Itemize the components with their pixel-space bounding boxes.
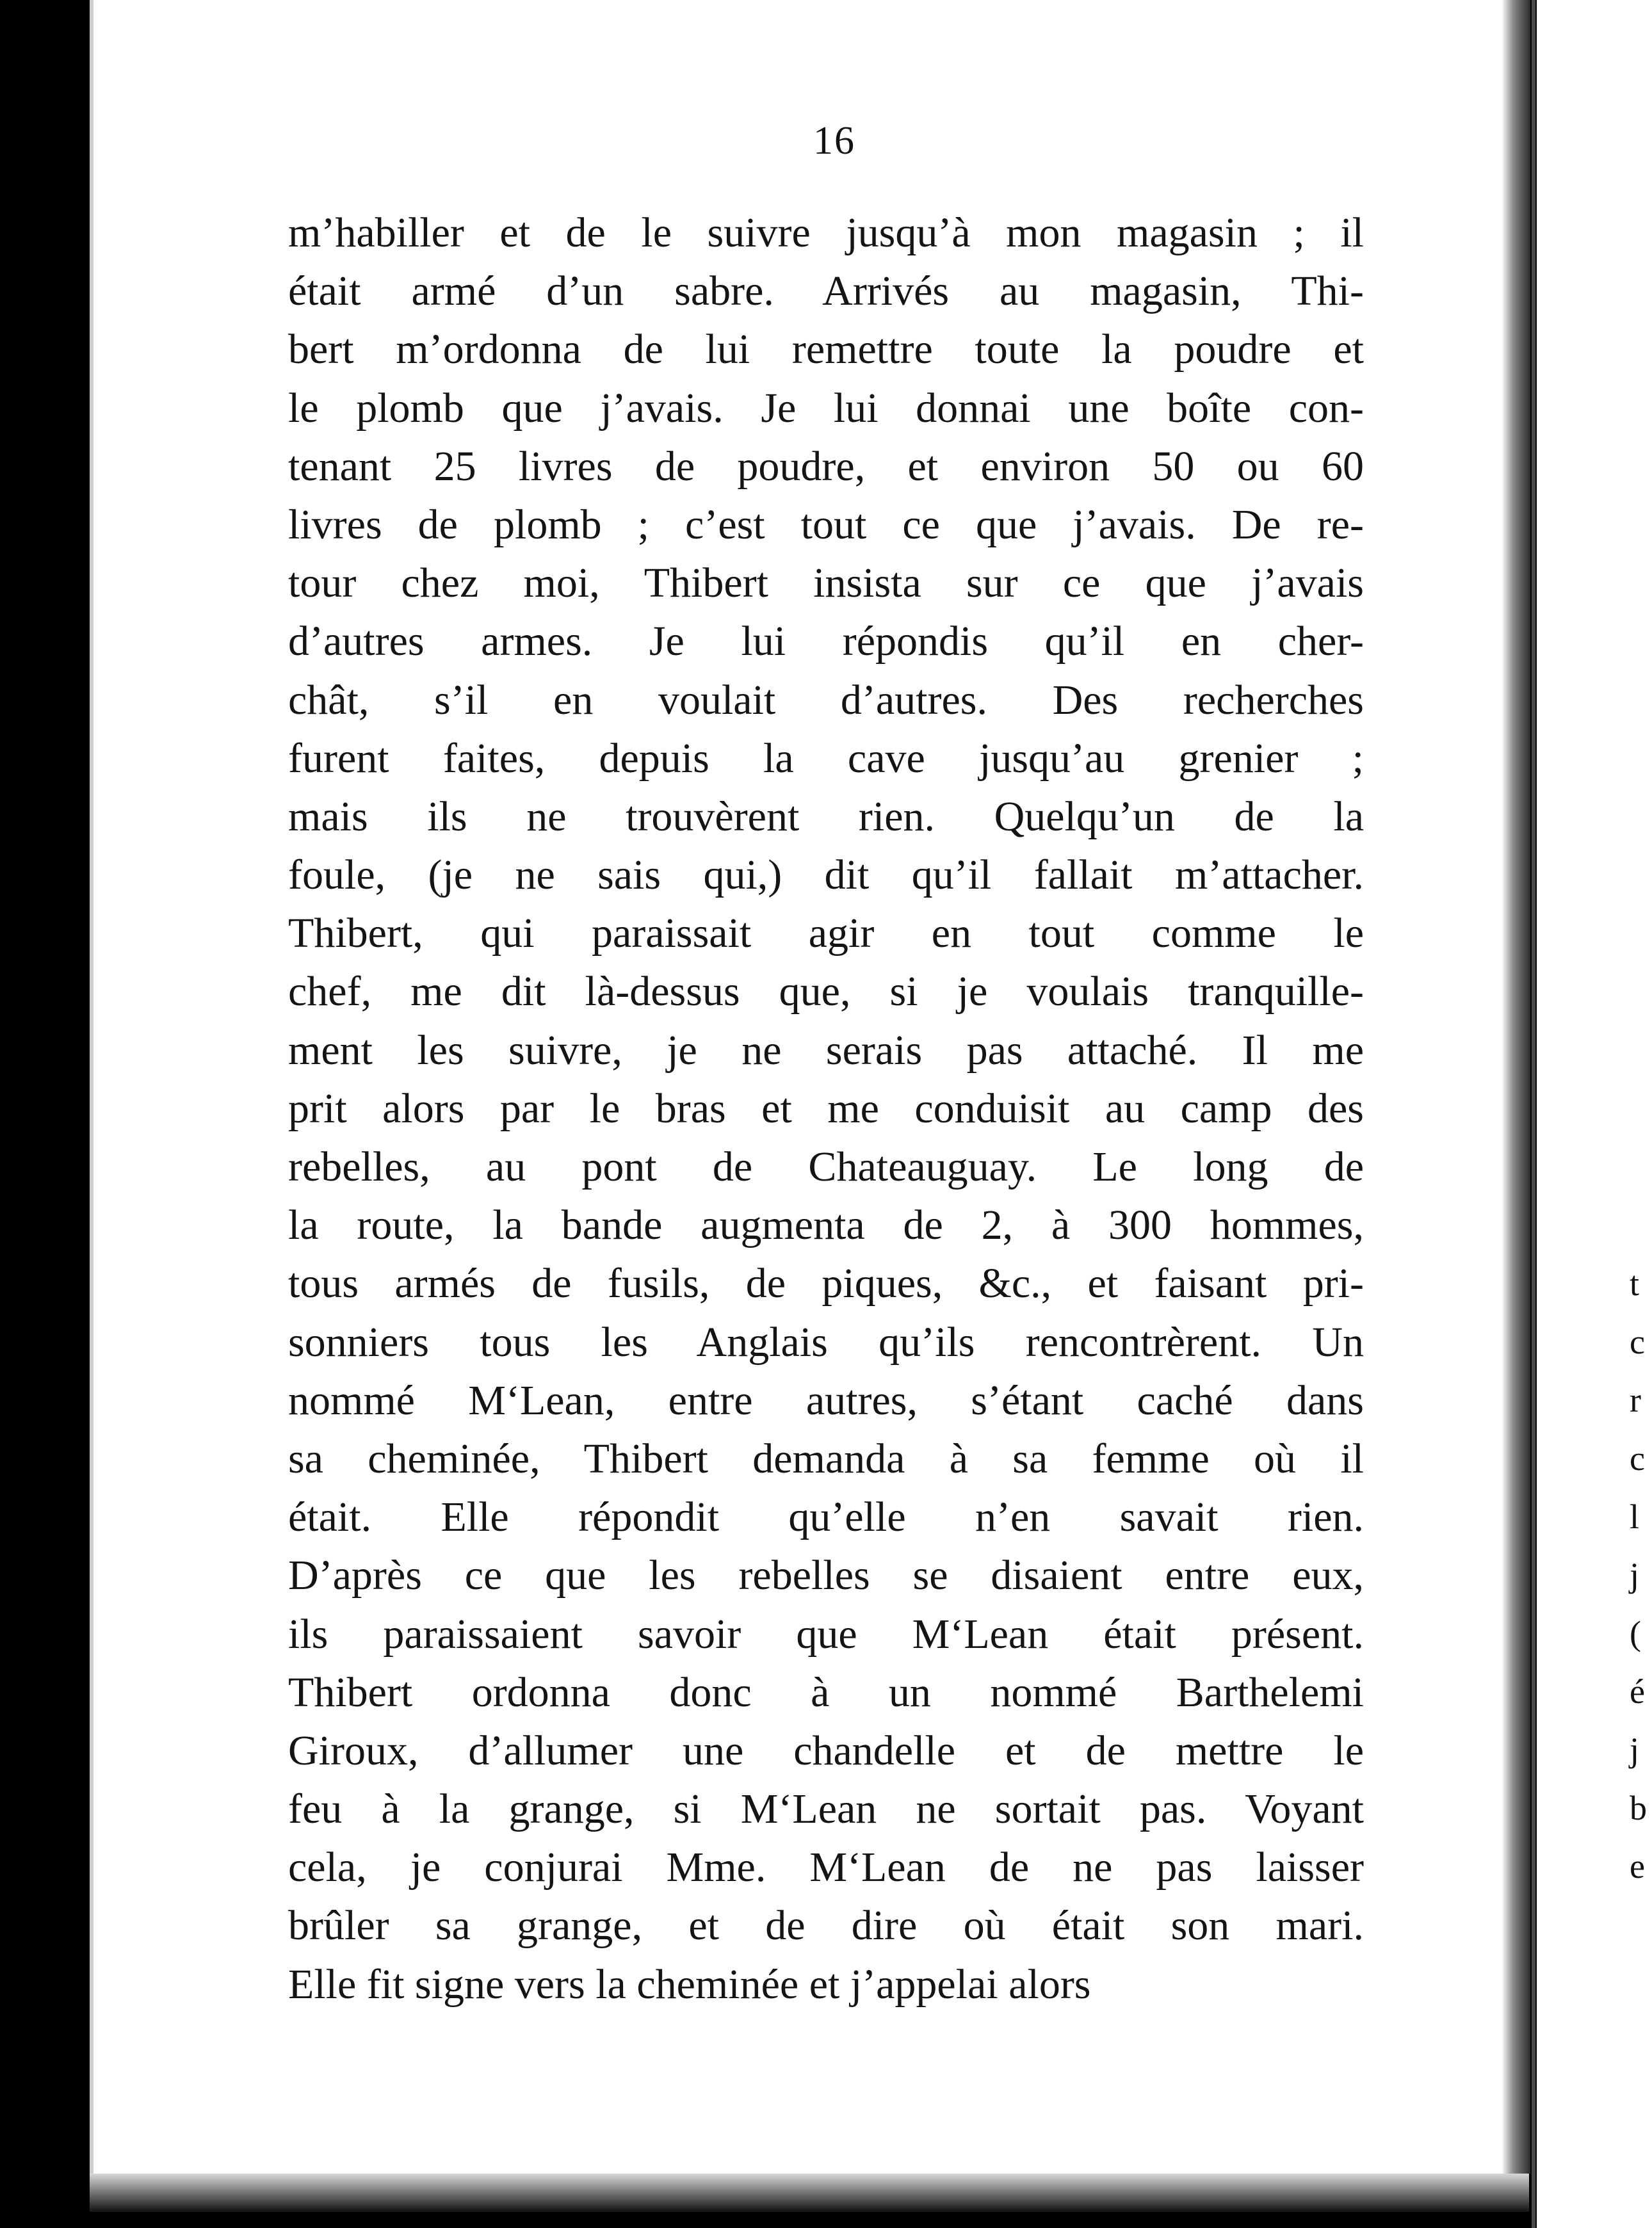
- text-line: tenant 25 livres de poudre, et environ 50 ou 60: [288, 442, 1364, 490]
- text-line: était. Elle répondit qu’elle n’en savait rien.: [288, 1494, 1364, 1541]
- text-line: était armé d’un sabre. Arrivés au magasin, Thi-: [288, 268, 1364, 315]
- text-line: livres de plomb ; c’est tout ce que j’avais. De re-: [288, 501, 1364, 548]
- text-line: ils paraissaient savoir que M‘Lean était présent.: [288, 1610, 1364, 1658]
- text-line: Giroux, d’allumer une chandelle et de mettre le: [288, 1727, 1364, 1774]
- adjacent-fragment: c: [1630, 1439, 1645, 1478]
- adjacent-fragment: r: [1630, 1381, 1641, 1419]
- adjacent-fragment: j: [1630, 1731, 1640, 1769]
- text-line: Thibert, qui paraissait agir en tout comme le: [288, 910, 1364, 957]
- text-line: feu à la grange, si M‘Lean ne sortait pas. Voyant: [288, 1786, 1364, 1833]
- text-line: nommé M‘Lean, entre autres, s’étant caché dans: [288, 1376, 1364, 1424]
- adjacent-fragment: j: [1630, 1556, 1640, 1594]
- text-line: ment les suivre, je ne serais pas attaché. Il me: [288, 1026, 1364, 1074]
- text-line: furent faites, depuis la cave jusqu’au grenier ;: [288, 734, 1364, 782]
- text-line: m’habiller et de le suivre jusqu’à mon magasin ; il: [288, 209, 1364, 256]
- text-line: mais ils ne trouvèrent rien. Quelqu’un de la: [288, 793, 1364, 840]
- body-text: [288, 204, 1364, 2014]
- page-number: 16: [813, 119, 855, 163]
- text-line: chef, me dit là-dessus que, si je voulais tranquille-: [288, 968, 1364, 1015]
- text-line: bert m’ordonna de lui remettre toute la poudre et: [288, 326, 1364, 373]
- adjacent-fragment: l: [1630, 1497, 1640, 1536]
- text-line: D’après ce que les rebelles se disaient entre eux,: [288, 1552, 1364, 1599]
- page-left-edge: [90, 0, 93, 2174]
- text-line: le plomb que j’avais. Je lui donnai une boîte con-: [288, 384, 1364, 432]
- text-line: cela, je conjurai Mme. M‘Lean de ne pas laisser: [288, 1844, 1364, 1891]
- text-line: Thibert ordonna donc à un nommé Barthelemi: [288, 1668, 1364, 1716]
- text-line: brûler sa grange, et de dire où était son mari.: [288, 1902, 1364, 1950]
- page-bottom-edge: [90, 2174, 1529, 2212]
- adjacent-fragment: b: [1630, 1789, 1647, 1827]
- text-line: sonniers tous les Anglais qu’ils rencontrèrent. Un: [288, 1318, 1364, 1366]
- adjacent-fragment: e: [1630, 1847, 1645, 1885]
- adjacent-fragment: é: [1630, 1672, 1645, 1711]
- text-line: Elle fit signe vers la cheminée et j’appelai alors: [288, 1960, 1091, 2008]
- text-line: tour chez moi, Thibert insista sur ce que j’avais: [288, 560, 1364, 607]
- text-line: prit alors par le bras et me conduisit au camp des: [288, 1085, 1364, 1132]
- text-line: chât, s’il en voulait d’autres. Des recherches: [288, 676, 1364, 723]
- text-line: foule, (je ne sais qui,) dit qu’il fallait m’attacher.: [288, 852, 1364, 899]
- text-line: rebelles, au pont de Chateauguay. Le long de: [288, 1143, 1364, 1190]
- adjacent-fragment: (: [1630, 1614, 1641, 1652]
- adjacent-fragment: c: [1630, 1323, 1645, 1361]
- adjacent-page-text: [1630, 1255, 1647, 1896]
- text-line: la route, la bande augmenta de 2, à 300 hommes,: [288, 1202, 1364, 1249]
- adjacent-fragment: t: [1630, 1264, 1640, 1303]
- text-line: d’autres armes. Je lui répondis qu’il en cher-: [288, 618, 1364, 665]
- gutter-line: [1532, 0, 1535, 2228]
- text-line: sa cheminée, Thibert demanda à sa femme où il: [288, 1435, 1364, 1482]
- book-gutter: [1502, 0, 1530, 2174]
- text-line: tous armés de fusils, de piques, &c., et faisant pri-: [288, 1260, 1364, 1307]
